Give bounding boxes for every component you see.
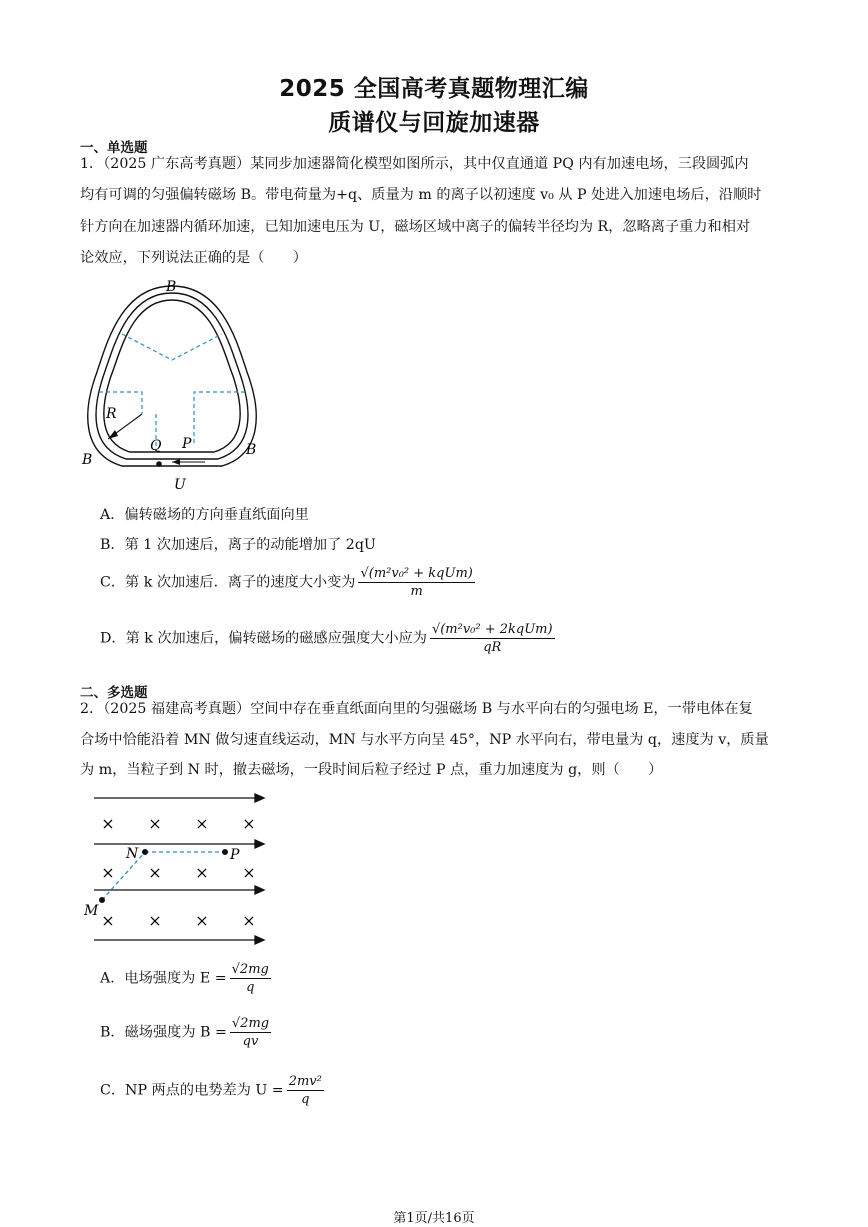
cross-9: × bbox=[101, 911, 115, 930]
label-P: P bbox=[230, 847, 240, 863]
cross-3: × bbox=[195, 814, 209, 833]
dashed-boundaries bbox=[99, 334, 245, 456]
question-1-line-2: 均有可调的匀强偏转磁场 B。带电荷量为+q、质量为 m 的离子以初速度 v₀ 从 P 处进入加速电场后，沿顺时 bbox=[80, 187, 762, 203]
q1-option-d-denominator: qR bbox=[483, 640, 502, 655]
q2-option-c bbox=[100, 1074, 324, 1107]
point-P bbox=[222, 849, 228, 855]
q2-option-c-denominator: q bbox=[301, 1092, 310, 1107]
cross-4: × bbox=[242, 814, 256, 833]
label-U: U bbox=[174, 477, 186, 493]
cross-12: × bbox=[242, 911, 256, 930]
q1-option-d bbox=[100, 622, 555, 655]
cross-6: × bbox=[148, 863, 162, 882]
q2-option-c-fraction bbox=[287, 1074, 324, 1107]
synchrotron-figure bbox=[72, 272, 272, 494]
cross-5: × bbox=[101, 863, 115, 882]
q1-option-a: A．偏转磁场的方向垂直纸面向里 bbox=[100, 507, 309, 523]
q1-option-c-numerator: √(m²v₀² + kqUm) bbox=[360, 566, 473, 581]
q1-option-b: B．第 1 次加速后，离子的动能增加了 2qU bbox=[100, 537, 376, 553]
q-point bbox=[156, 461, 162, 467]
label-B-left: B bbox=[82, 452, 93, 468]
q1-option-d-numerator: √(m²v₀² + 2kqUm) bbox=[431, 622, 553, 637]
q1-option-c-denominator: m bbox=[410, 584, 423, 599]
q2-option-b-fraction bbox=[230, 1016, 271, 1049]
question-2-line-1: 2．（2025 福建高考真题）空间中存在垂直纸面向里的匀强磁场 B 与水平向右的匀强电场 E，一带电体在复 bbox=[80, 701, 753, 717]
label-M: M bbox=[84, 903, 99, 919]
label-B-right: B bbox=[246, 442, 257, 458]
label-R: R bbox=[106, 406, 117, 422]
q1-option-c bbox=[100, 566, 475, 599]
point-N bbox=[142, 849, 148, 855]
label-Q: Q bbox=[150, 438, 162, 454]
page-number: 第1页/共16页 bbox=[393, 1211, 475, 1226]
q1-option-d-text: D．第 k 次加速后，偏转磁场的磁感应强度大小应为 bbox=[100, 630, 427, 647]
q1-option-c-fraction bbox=[358, 566, 474, 599]
question-2-line-2: 合场中恰能沿着 MN 做匀速直线运动，MN 与水平方向呈 45°，NP 水平向右，带电量为 q，速度为 v，质量 bbox=[80, 732, 769, 748]
section-heading-single-choice: 一、单选题 bbox=[80, 140, 148, 156]
label-N: N bbox=[126, 846, 139, 862]
q2-option-b-numerator: √2mg bbox=[231, 1016, 270, 1031]
q2-option-a-numerator: √2mg bbox=[231, 962, 269, 977]
cross-1: × bbox=[101, 814, 115, 833]
question-2-line-3: 为 m，当粒子到 N 时，撤去磁场，一段时间后粒子经过 P 点，重力加速度为 g，则（ ） bbox=[80, 762, 663, 778]
q1-option-c-text: C．第 k 次加速后．离子的速度大小变为 bbox=[100, 574, 356, 591]
q2-option-c-text: C．NP 两点的电势差为 U = bbox=[100, 1082, 284, 1099]
q2-option-a-text: A．电场强度为 E = bbox=[100, 970, 227, 987]
section-heading-multiple-choice: 二、多选题 bbox=[80, 685, 148, 701]
outer-track bbox=[88, 286, 256, 466]
cross-11: × bbox=[195, 911, 209, 930]
q2-option-b-text: B．磁场强度为 B = bbox=[100, 1024, 227, 1041]
crossed-fields-figure bbox=[82, 786, 272, 948]
point-M bbox=[99, 897, 105, 903]
question-1-line-1: 1．（2025 广东高考真题）某同步加速器简化模型如图所示，其中仅直通道 PQ 内有加速电场，三段圆弧内 bbox=[80, 156, 749, 172]
question-1-line-4: 论效应，下列说法正确的是（ ） bbox=[80, 250, 308, 266]
q2-option-a bbox=[100, 962, 271, 995]
q2-option-b-denominator: qv bbox=[242, 1034, 259, 1049]
page-subtitle: 质谱仪与回旋加速器 bbox=[328, 110, 540, 136]
cross-7: × bbox=[195, 863, 209, 882]
q2-option-c-numerator: 2mv² bbox=[288, 1074, 322, 1089]
question-1-line-3: 针方向在加速器内循环加速，已知加速电压为 U，磁场区域中离子的偏转半径均为 R，忽略离子重力和相对 bbox=[80, 219, 751, 235]
q1-option-d-fraction bbox=[430, 622, 555, 655]
label-B-top: B bbox=[166, 279, 177, 295]
q2-option-a-denominator: q bbox=[246, 980, 255, 995]
q2-option-b bbox=[100, 1016, 271, 1049]
page-title: 2025 全国高考真题物理汇编 bbox=[279, 76, 589, 102]
q2-option-a-fraction bbox=[230, 962, 271, 995]
label-P: P bbox=[182, 436, 192, 452]
cross-2: × bbox=[148, 814, 162, 833]
cross-10: × bbox=[148, 911, 162, 930]
cross-8: × bbox=[242, 863, 256, 882]
field-lines bbox=[94, 794, 264, 944]
magnetic-field-crosses bbox=[101, 814, 255, 930]
